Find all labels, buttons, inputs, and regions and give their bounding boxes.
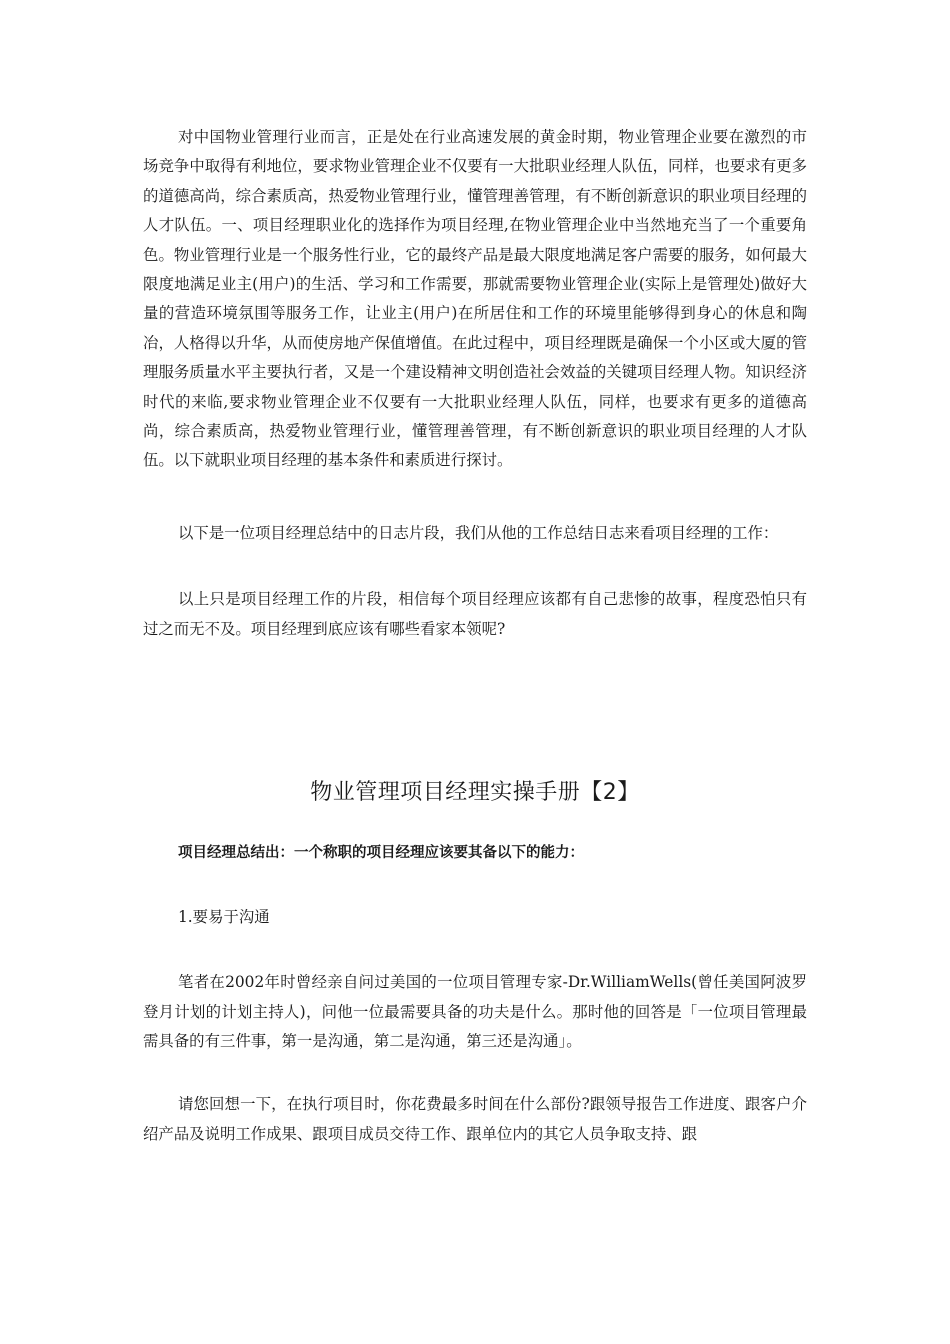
section-subheading: 项目经理总结出：一个称职的项目经理应该要其备以下的能力： [178, 845, 584, 862]
section-title: 物业管理项目经理实操手册【2】 [310, 780, 640, 806]
list-item-communication: 1.要易于沟通 [178, 908, 270, 927]
log-intro-paragraph: 以下是一位项目经理总结中的日志片段，我们从他的工作总结日志来看项目经理的工作： [178, 523, 779, 542]
intro-paragraph: 对中国物业管理行业而言，正是处在行业高速发展的黄金时期，物业管理企业要在激烈的市场竞争中取得有利地位，要求物业管理企业不仅要有一大批职业经理人队伍，同样，也要求有更多的道德高尚，综合素质高，热爱物业管理行业，懂管理善管理，有不断创新意识的职业项目经理的人才队伍。一、项目经理职业化的选择作为项目经理,在物业管理企业中当然地充当了一个重要角色。物业管理行业是一个服务性行业，它的最终产品是最大限度地满足客户需要的服务，如何最大限度地满足业主(用户)的生活、学习和工作需要，那就需要物业管理企业(实际上是管理处)做好大量的营造环境氛围等服务工作，让业主(用户)在所居住和工作的环境里能够得到身心的休息和陶冶，人格得以升华，从而使房地产保值增值。在此过程中，项目经理既是确保一个小区或大厦的管理服务质量水平主要执行者，又是一个建设精神文明创造社会效益的关键项目经理人物。知识经济时代的来临,要求物业管理企业不仅要有一大批职业经理人队伍，同样，也要求有更多的道德高尚，综合素质高，热爱物业管理行业，懂管理善管理，有不断创新意识的职业项目经理的人才队伍。以下就职业项目经理的基本条件和素质进行探讨。 [143, 128, 807, 470]
wells-paragraph: 笔者在2002年时曾经亲自问过美国的一位项目管理专家-Dr.WilliamWells(曾任美国阿波罗登月计划的计划主持人)，问他一位最需要具备的功夫是什么。那时他的回答是「一位项目管理最需具备的有三件事，第一是沟通，第二是沟通，第三还是沟通」。 [143, 973, 807, 1050]
recall-paragraph: 请您回想一下，在执行项目时，你花费最多时间在什么部份?跟领导报告工作进度、跟客户介绍产品及说明工作成果、跟项目成员交待工作、跟单位内的其它人员争取支持、跟 [143, 1095, 807, 1143]
log-outro-paragraph: 以上只是项目经理工作的片段，相信每个项目经理应该都有自己悲惨的故事，程度恐怕只有过之而无不及。项目经理到底应该有哪些看家本领呢? [143, 590, 807, 638]
